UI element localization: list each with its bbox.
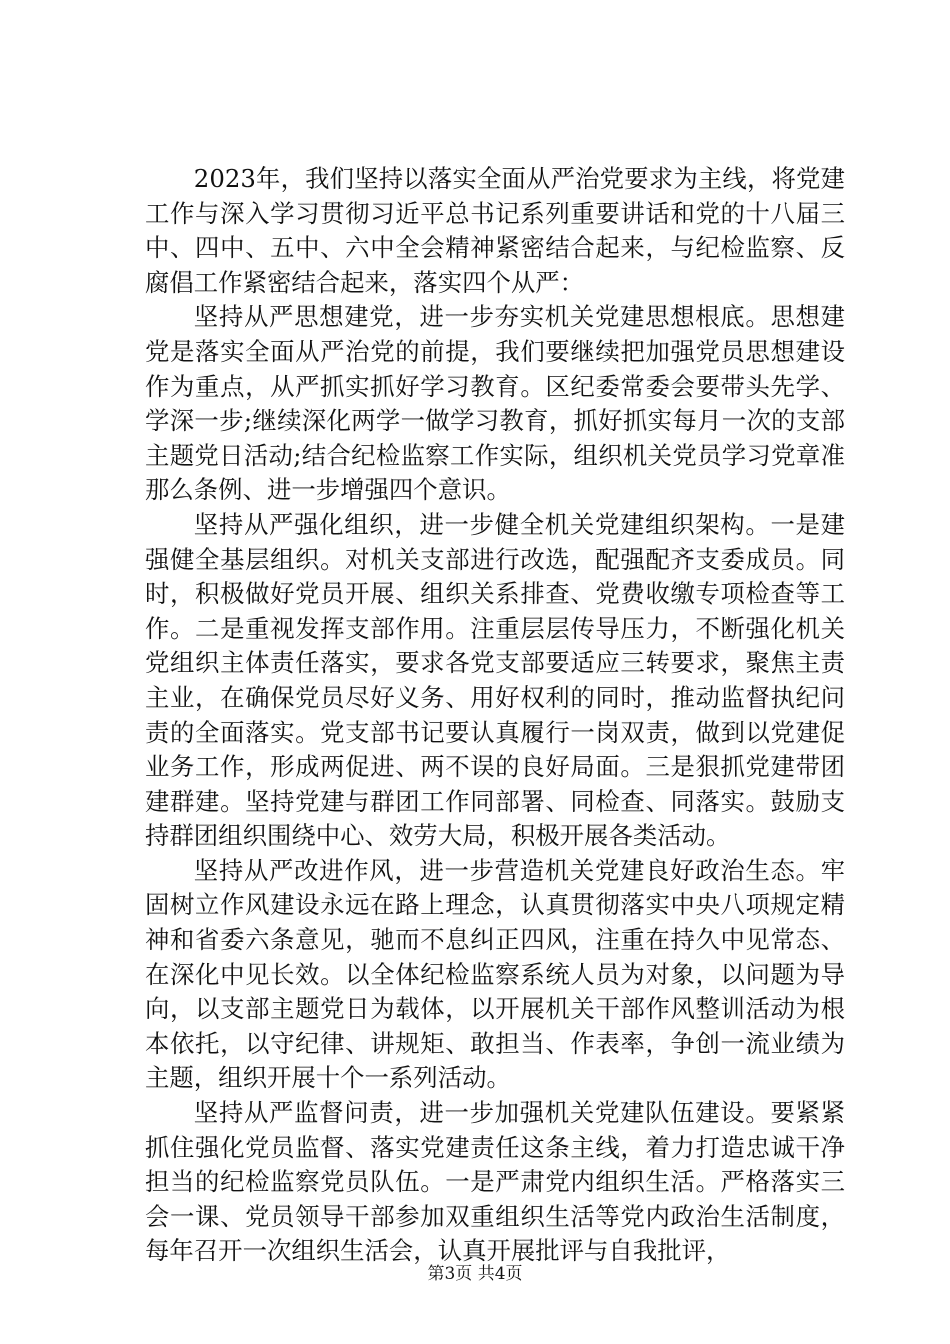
paragraph-work-style: 坚持从严改进作风，进一步营造机关党建良好政治生态。牢固树立作风建设永远在路上理念，认真贯彻落实中央八项规定精神和省委六条意见，驰而不息纠正四风，注重在持久中见常态、在深化中见长效。以全体纪检监察系统人员为对象，以问题为导向，以支部主题党日为载体，以开展机关干部作风整训活动为根本依托，以守纪律、讲规矩、敢担当、作表率，争创一流业绩为主题，组织开展十个一系列活动。 <box>145 855 845 1093</box>
paragraph-organization: 坚持从严强化组织，进一步健全机关党建组织架构。一是建强健全基层组织。对机关支部进行改选，配强配齐支委成员。同时，积极做好党员开展、组织关系排查、党费收缴专项检查等工作。二是重视发挥支部作用。注重层层传导压力，不断强化机关党组织主体责任落实，要求各党支部要适应三转要求，聚焦主责主业，在确保党员尽好义务、用好权利的同时，推动监督执纪问责的全面落实。党支部书记要认真履行一岗双责，做到以党建促业务工作，形成两促进、两不误的良好局面。三是狠抓党建带团建群建。坚持党建与群团工作同部署、同检查、同落实。鼓励支持群团组织围绕中心、效劳大局，积极开展各类活动。 <box>145 509 845 851</box>
page-number: 第3页 共4页 <box>427 1264 523 1284</box>
document-body <box>145 162 845 1269</box>
paragraph-supervision: 坚持从严监督问责，进一步加强机关党建队伍建设。要紧紧抓住强化党员监督、落实党建责任这条主线，着力打造忠诚干净担当的纪检监察党员队伍。一是严肃党内组织生活。严格落实三会一课、党员领导干部参加双重组织生活等党内政治生活制度，每年召开一次组织生活会，认真开展批评与自我批评， <box>145 1098 845 1266</box>
paragraph-ideological-building: 坚持从严思想建党，进一步夯实机关党建思想根底。思想建党是落实全面从严治党的前提，我们要继续把加强党员思想建设作为重点，从严抓实抓好学习教育。区纪委常委会要带头先学、学深一步;继续深化两学一做学习教育，抓好抓实每月一次的支部主题党日活动;结合纪检监察工作实际，组织机关党员学习党章准那么条例、进一步增强四个意识。 <box>145 302 845 505</box>
page-footer <box>0 1263 950 1285</box>
paragraph-intro: 2023年，我们坚持以落实全面从严治党要求为主线，将党建工作与深入学习贯彻习近平总书记系列重要讲话和党的十八届三中、四中、五中、六中全会精神紧密结合起来，与纪检监察、反腐倡工作紧密结合起来，落实四个从严： <box>145 164 845 297</box>
